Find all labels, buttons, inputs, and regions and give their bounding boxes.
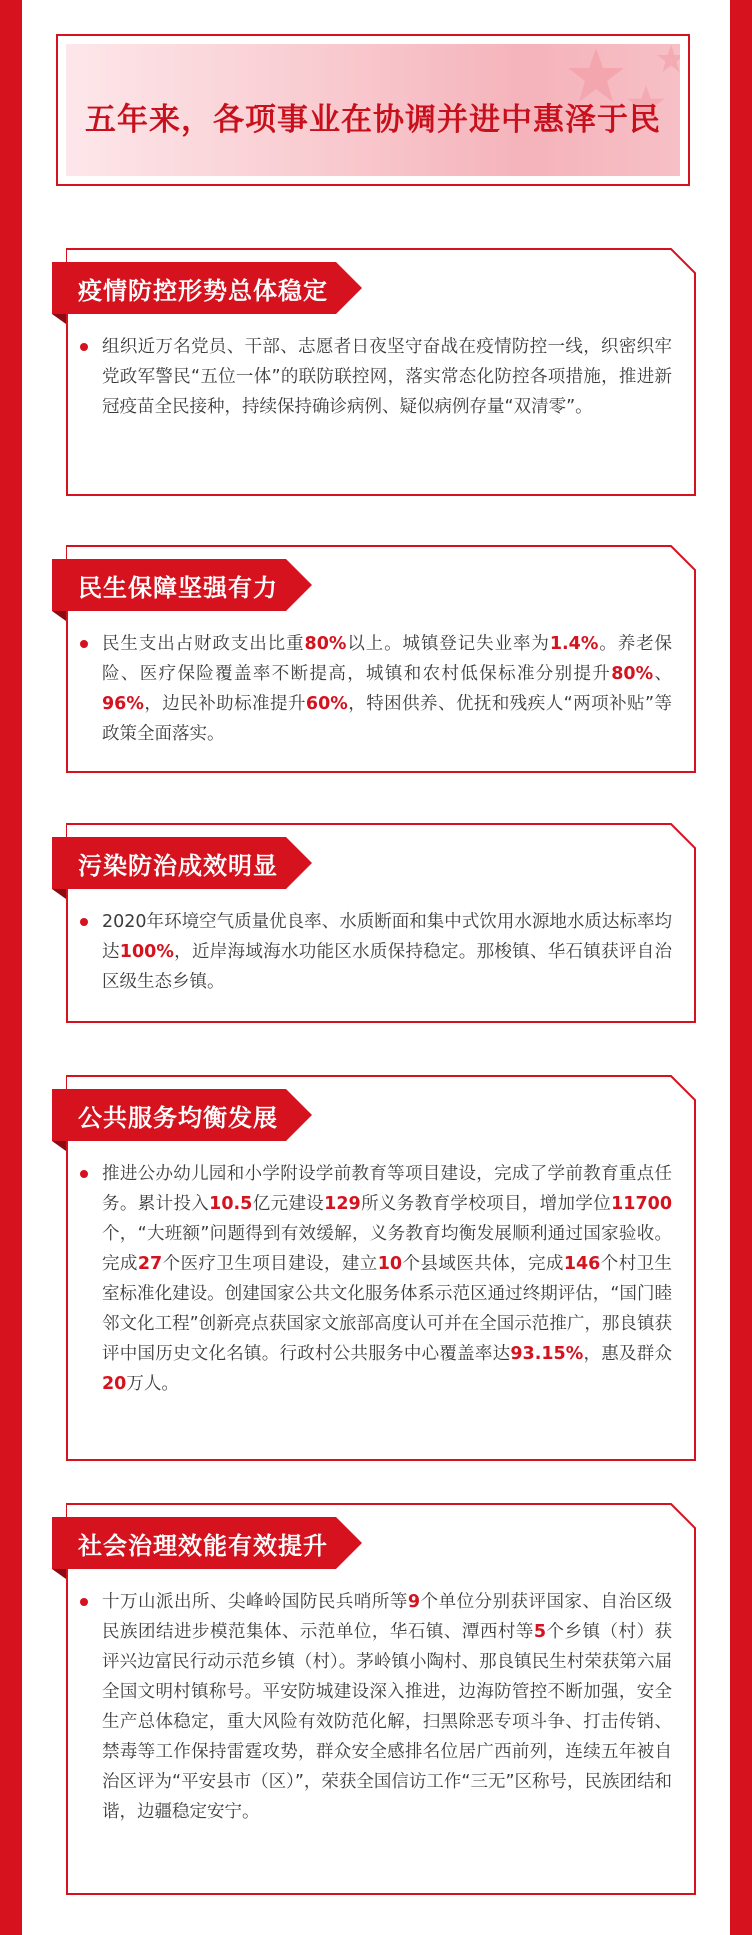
highlight-value: 60%: [305, 694, 348, 714]
text-segment: 以上。城镇登记失业率为: [346, 634, 550, 654]
bullet-icon: [80, 640, 88, 648]
left-red-border: [0, 0, 22, 1935]
text-segment: ，近岸海域海水功能区水质保持稳定。那梭镇、华石镇获评自治区级生态乡镇。: [102, 942, 673, 992]
text-segment: 个村卫生室标准化建设。创建国家公共文化服务体系示范区通过终期评估，“国门睦邻文化工程”创新亮点获国家文旅部高度认可并在全国示范推广，那良镇获评中国历史文化名镇。行政村公共服务中心覆盖率达: [102, 1254, 673, 1364]
bullet-icon: [80, 918, 88, 926]
highlight-value: 11700: [611, 1194, 673, 1214]
section-tab: [52, 1517, 362, 1569]
highlight-value: 1.4%: [549, 634, 599, 654]
bullet-icon: [80, 1598, 88, 1606]
right-red-border: [730, 0, 752, 1935]
text-segment: 组织近万名党员、干部、志愿者日夜坚守奋战在疫情防控一线，织密织牢党政军警民“五位一体”的联防联控网，落实常态化防控各项措施，推进新冠疫苗全民接种，持续保持确诊病例、疑似病例存量“双清零”。: [102, 337, 672, 417]
text-segment: 民生支出占财政支出比重: [102, 634, 305, 654]
text-segment: 个县域医共体，完成: [402, 1254, 564, 1274]
highlight-value: 129: [324, 1194, 361, 1214]
section-title: 社会治理效能有效提升: [52, 1517, 336, 1569]
highlight-value: 96%: [102, 694, 144, 714]
section-title: 污染防治成效明显: [52, 837, 286, 889]
text-segment: ，特困供养、优抚和残疾人“两项补贴”等政策全面落实。: [102, 694, 672, 744]
bullet-icon: [80, 343, 88, 351]
text-segment: 所义务教育学校项目，增加学位: [360, 1194, 612, 1214]
section-tab: [52, 559, 312, 611]
section-tab: [52, 1089, 312, 1141]
highlight-value: 10.5: [209, 1194, 253, 1214]
highlight-value: 93.15%: [510, 1344, 584, 1364]
highlight-value: 10: [377, 1254, 403, 1274]
text-segment: 万人。: [126, 1374, 179, 1394]
section-text: [102, 1587, 672, 1827]
section-public-service: [66, 1075, 696, 1461]
section-text: [102, 629, 672, 749]
text-segment: 、: [653, 664, 673, 684]
text-segment: 推进公办幼儿园和小学附设学前教育等项目建设，完成了学前教育重点任务。累计投入: [102, 1164, 672, 1214]
highlight-value: 27: [137, 1254, 163, 1274]
text-segment: 2020年环境空气质量优良率、水质断面和集中式饮用水源地水质达标率均达: [102, 912, 672, 962]
section-text: [102, 332, 672, 422]
highlight-value: 80%: [611, 664, 654, 684]
section-title: 疫情防控形势总体稳定: [52, 262, 336, 314]
section-tab: [52, 837, 312, 889]
section-text: [102, 1159, 672, 1399]
highlight-value: 9: [407, 1592, 421, 1612]
highlight-value: 146: [563, 1254, 601, 1274]
section-title: 民生保障坚强有力: [52, 559, 286, 611]
section-livelihood: [66, 545, 696, 773]
header-background: [66, 44, 680, 176]
text-segment: 十万山派出所、尖峰岭国防民兵哨所等: [102, 1592, 408, 1612]
section-text: [102, 907, 672, 997]
text-segment: 。养老保险、医疗保险覆盖率不断提高，城镇和农村低保标准分别提升: [102, 634, 673, 684]
text-segment: 个，“大班额”问题得到有效缓解，义务教育均衡发展顺利通过国家验收。完成: [102, 1224, 672, 1274]
highlight-value: 5: [533, 1622, 547, 1642]
highlight-value: 100%: [119, 942, 174, 962]
text-segment: ，边民补助标准提升: [143, 694, 306, 714]
star-icon: [656, 44, 680, 74]
section-epidemic: [66, 248, 696, 496]
bullet-icon: [80, 1170, 88, 1178]
text-segment: 个医疗卫生项目建设，建立: [162, 1254, 378, 1274]
page-title: 五年来，各项事业在协调并进中惠泽于民: [85, 102, 661, 138]
highlight-value: 20: [102, 1374, 127, 1394]
section-title: 公共服务均衡发展: [52, 1089, 286, 1141]
text-segment: 亿元建设: [252, 1194, 325, 1214]
text-segment: 个乡镇（村）获评兴边富民行动示范乡镇（村）。茅岭镇小陶村、那良镇民生村荣获第六届全国文明村镇称号。平安防城建设深入推进，边海防管控不断加强，安全生产总体稳定，重大风险有效防范化解，扫黑除恶专项斗争、打击传销、禁毒等工作保持雷霆攻势，群众安全感排名位居广西前列，连续五年被自治区评为“平安县市（区）”，荣获全国信访工作“三无”区称号，民族团结和谐，边疆稳定安宁。: [102, 1622, 673, 1822]
section-pollution: [66, 823, 696, 1023]
highlight-value: 80%: [304, 634, 347, 654]
section-tab: [52, 262, 362, 314]
section-governance: [66, 1503, 696, 1895]
text-segment: ，惠及群众: [583, 1344, 673, 1364]
header-banner: [56, 34, 690, 186]
text-segment: 个单位分别获评国家、自治区级民族团结进步模范集体、示范单位，华石镇、潭西村等: [102, 1592, 673, 1642]
